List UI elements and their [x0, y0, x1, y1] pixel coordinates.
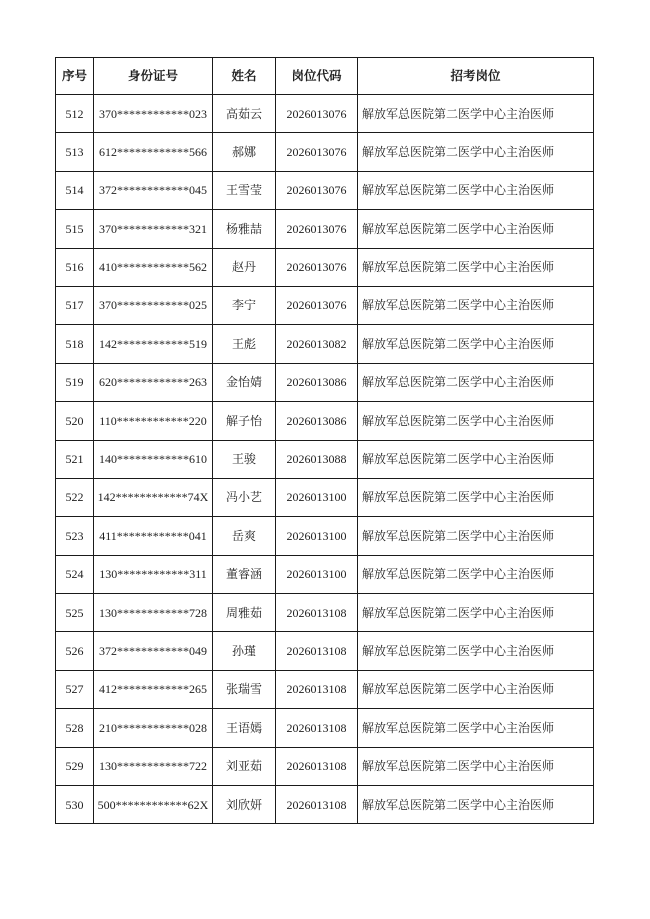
cell-name: 金怡婧 — [213, 363, 276, 401]
header-row — [56, 58, 594, 95]
cell-id-number: 500************62X — [94, 786, 213, 824]
table-row — [56, 133, 594, 171]
cell-serial: 530 — [56, 786, 94, 824]
table-row — [56, 632, 594, 670]
cell-id-number: 130************728 — [94, 594, 213, 632]
cell-id-number: 372************045 — [94, 171, 213, 209]
table-row — [56, 440, 594, 478]
cell-id-number: 612************566 — [94, 133, 213, 171]
table-row — [56, 248, 594, 286]
cell-serial: 527 — [56, 670, 94, 708]
table-row — [56, 402, 594, 440]
cell-name: 王骏 — [213, 440, 276, 478]
cell-position-code: 2026013076 — [276, 286, 358, 324]
cell-id-number: 620************263 — [94, 363, 213, 401]
cell-name: 王彪 — [213, 325, 276, 363]
candidate-roster-table — [55, 57, 594, 824]
cell-name: 王语嫣 — [213, 709, 276, 747]
cell-serial: 515 — [56, 210, 94, 248]
cell-position-code: 2026013100 — [276, 478, 358, 516]
header-position-code: 岗位代码 — [276, 58, 358, 95]
cell-serial: 517 — [56, 286, 94, 324]
cell-id-number: 370************321 — [94, 210, 213, 248]
cell-id-number: 142************519 — [94, 325, 213, 363]
cell-name: 解子怡 — [213, 402, 276, 440]
cell-position-title: 解放军总医院第二医学中心主治医师 — [358, 747, 594, 785]
cell-position-title: 解放军总医院第二医学中心主治医师 — [358, 286, 594, 324]
cell-position-code: 2026013082 — [276, 325, 358, 363]
cell-id-number: 410************562 — [94, 248, 213, 286]
table-row — [56, 171, 594, 209]
table-row — [56, 594, 594, 632]
cell-id-number: 130************311 — [94, 555, 213, 593]
table-row — [56, 786, 594, 824]
cell-serial: 528 — [56, 709, 94, 747]
cell-serial: 523 — [56, 517, 94, 555]
cell-id-number: 110************220 — [94, 402, 213, 440]
cell-position-title: 解放军总医院第二医学中心主治医师 — [358, 363, 594, 401]
table-row — [56, 670, 594, 708]
header-id-number: 身份证号 — [94, 58, 213, 95]
cell-name: 高茹云 — [213, 95, 276, 133]
cell-name: 董睿涵 — [213, 555, 276, 593]
cell-name: 孙瑾 — [213, 632, 276, 670]
table-row — [56, 325, 594, 363]
cell-serial: 516 — [56, 248, 94, 286]
cell-serial: 521 — [56, 440, 94, 478]
cell-position-code: 2026013108 — [276, 709, 358, 747]
cell-position-title: 解放军总医院第二医学中心主治医师 — [358, 171, 594, 209]
cell-position-title: 解放军总医院第二医学中心主治医师 — [358, 248, 594, 286]
cell-position-title: 解放军总医院第二医学中心主治医师 — [358, 517, 594, 555]
cell-position-code: 2026013076 — [276, 210, 358, 248]
cell-position-code: 2026013076 — [276, 171, 358, 209]
cell-position-title: 解放军总医院第二医学中心主治医师 — [358, 210, 594, 248]
cell-position-title: 解放军总医院第二医学中心主治医师 — [358, 555, 594, 593]
cell-name: 岳爽 — [213, 517, 276, 555]
cell-position-code: 2026013108 — [276, 594, 358, 632]
table-header — [56, 58, 594, 95]
table-row — [56, 95, 594, 133]
cell-position-title: 解放军总医院第二医学中心主治医师 — [358, 95, 594, 133]
cell-serial: 525 — [56, 594, 94, 632]
cell-position-title: 解放军总医院第二医学中心主治医师 — [358, 133, 594, 171]
cell-position-title: 解放军总医院第二医学中心主治医师 — [358, 478, 594, 516]
cell-position-code: 2026013076 — [276, 248, 358, 286]
cell-serial: 518 — [56, 325, 94, 363]
table-row — [56, 555, 594, 593]
cell-id-number: 412************265 — [94, 670, 213, 708]
cell-position-title: 解放军总医院第二医学中心主治医师 — [358, 786, 594, 824]
cell-name: 张瑞雪 — [213, 670, 276, 708]
table-row — [56, 210, 594, 248]
cell-serial: 519 — [56, 363, 94, 401]
table-row — [56, 747, 594, 785]
table-row — [56, 286, 594, 324]
cell-id-number: 210************028 — [94, 709, 213, 747]
table-row — [56, 517, 594, 555]
cell-position-title: 解放军总医院第二医学中心主治医师 — [358, 594, 594, 632]
cell-id-number: 140************610 — [94, 440, 213, 478]
cell-position-code: 2026013076 — [276, 133, 358, 171]
cell-serial: 526 — [56, 632, 94, 670]
cell-serial: 522 — [56, 478, 94, 516]
cell-position-code: 2026013086 — [276, 363, 358, 401]
cell-position-code: 2026013108 — [276, 747, 358, 785]
cell-serial: 529 — [56, 747, 94, 785]
cell-position-code: 2026013086 — [276, 402, 358, 440]
cell-position-code: 2026013100 — [276, 555, 358, 593]
cell-id-number: 370************025 — [94, 286, 213, 324]
cell-id-number: 411************041 — [94, 517, 213, 555]
table-row — [56, 709, 594, 747]
cell-name: 冯小艺 — [213, 478, 276, 516]
cell-name: 赵丹 — [213, 248, 276, 286]
table-body — [56, 95, 594, 824]
cell-position-code: 2026013108 — [276, 786, 358, 824]
cell-serial: 524 — [56, 555, 94, 593]
cell-serial: 512 — [56, 95, 94, 133]
cell-position-title: 解放军总医院第二医学中心主治医师 — [358, 325, 594, 363]
cell-position-title: 解放军总医院第二医学中心主治医师 — [358, 709, 594, 747]
cell-name: 杨雅喆 — [213, 210, 276, 248]
header-name: 姓名 — [213, 58, 276, 95]
cell-id-number: 142************74X — [94, 478, 213, 516]
cell-name: 刘欣妍 — [213, 786, 276, 824]
cell-position-code: 2026013076 — [276, 95, 358, 133]
cell-position-code: 2026013108 — [276, 670, 358, 708]
header-serial: 序号 — [56, 58, 94, 95]
cell-position-code: 2026013088 — [276, 440, 358, 478]
cell-position-title: 解放军总医院第二医学中心主治医师 — [358, 632, 594, 670]
table-row — [56, 363, 594, 401]
cell-position-title: 解放军总医院第二医学中心主治医师 — [358, 440, 594, 478]
cell-position-code: 2026013100 — [276, 517, 358, 555]
cell-name: 郝娜 — [213, 133, 276, 171]
cell-id-number: 130************722 — [94, 747, 213, 785]
cell-name: 李宁 — [213, 286, 276, 324]
header-position-title: 招考岗位 — [358, 58, 594, 95]
cell-id-number: 372************049 — [94, 632, 213, 670]
cell-serial: 520 — [56, 402, 94, 440]
table-row — [56, 478, 594, 516]
cell-id-number: 370************023 — [94, 95, 213, 133]
cell-name: 周雅茹 — [213, 594, 276, 632]
cell-serial: 514 — [56, 171, 94, 209]
cell-name: 刘亚茹 — [213, 747, 276, 785]
cell-position-title: 解放军总医院第二医学中心主治医师 — [358, 670, 594, 708]
cell-position-code: 2026013108 — [276, 632, 358, 670]
cell-position-title: 解放军总医院第二医学中心主治医师 — [358, 402, 594, 440]
cell-name: 王雪莹 — [213, 171, 276, 209]
cell-serial: 513 — [56, 133, 94, 171]
